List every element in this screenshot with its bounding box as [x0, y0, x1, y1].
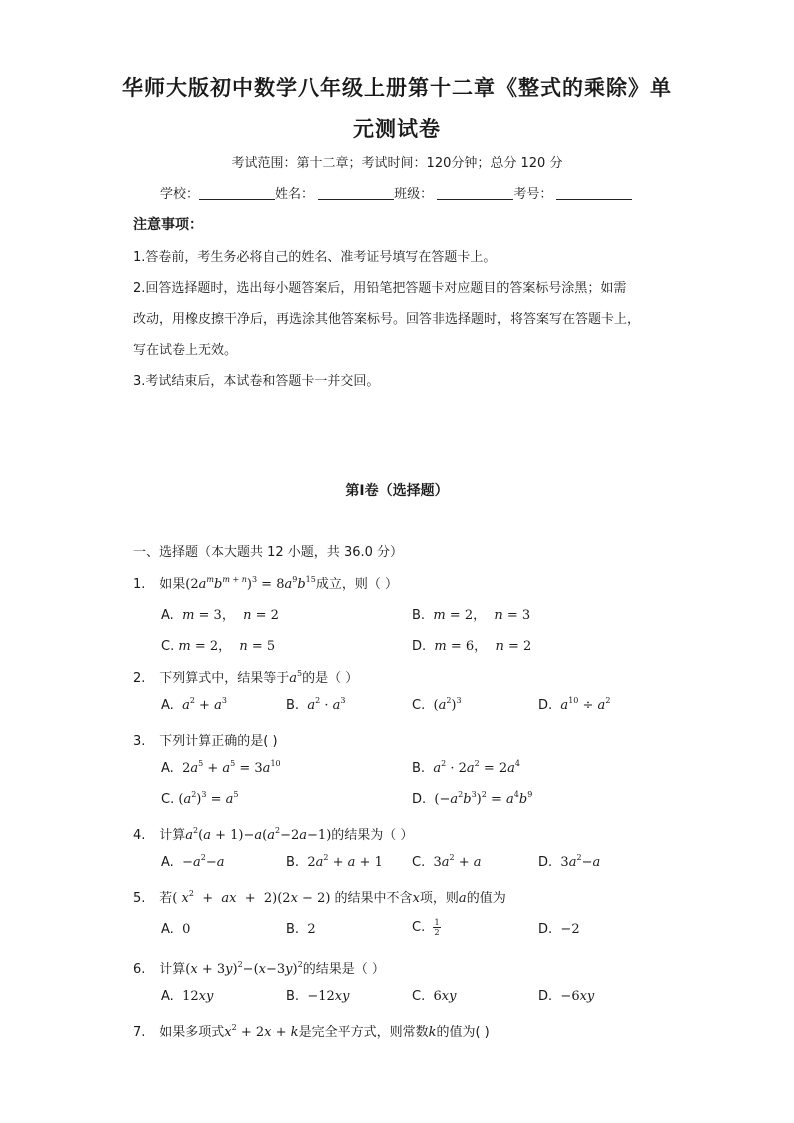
q1-number: 1. [133, 577, 146, 592]
name-blank[interactable] [318, 187, 394, 200]
q1-option-c[interactable]: C. m = 2， n = 5 [161, 639, 276, 654]
notice-item-2-end: 写在试卷上无效。 [133, 343, 238, 358]
q4-option-c[interactable]: C. $3a^2 + a$ [412, 853, 482, 870]
q6-option-c[interactable]: C. 6xy [412, 989, 457, 1004]
q1-post: 成立，则（ ） [315, 577, 398, 592]
q2-option-a[interactable]: A. $a^2 + a^3$ [161, 696, 227, 713]
part-heading: 一、选择题（本大题共 12 小题，共 36.0 分） [133, 545, 404, 560]
q3-option-a[interactable]: A. $2a^5 + a^5 = 3a^{10}$ [161, 759, 281, 776]
q5-option-d[interactable]: D. −2 [538, 922, 580, 937]
q5-option-c[interactable]: C. $\frac{1}{2}$ [412, 918, 440, 937]
q2-option-b[interactable]: B. $a^2 \cdot a^3$ [286, 696, 346, 713]
section-title: 第I卷（选择题） [345, 483, 449, 499]
page-title: 华师大版初中数学八年级上册第十二章《整式的乘除》单 [122, 75, 672, 100]
class-blank[interactable] [437, 187, 513, 200]
notice-item-2: 2.回答选择题时，选出每小题答案后，用铅笔把答题卡对应题目的答案标号涂黑；如需 [133, 281, 627, 296]
q3-option-c[interactable]: C. $(a^2)^3 = a^5$ [161, 790, 239, 807]
q1-pre: 如果 [159, 577, 186, 592]
question-1: 1. 如果$(2a^mb^{m + n})^3 = 8a^9b^{15}$成立，则（ ） [133, 575, 398, 592]
q1-option-d[interactable]: D. m = 6， n = 2 [412, 639, 532, 654]
q2-option-d[interactable]: D. $a^{10} \div a^2$ [538, 696, 611, 713]
q5-option-a[interactable]: A. 0 [161, 922, 191, 937]
class-label: 班级： [394, 187, 434, 202]
notice-heading: 注意事项： [133, 217, 203, 233]
q2-option-c[interactable]: C. $(a^2)^3$ [412, 696, 462, 713]
question-2: 2. 下列算式中，结果等于$a^5$的是（ ） [133, 669, 359, 686]
q5-option-b[interactable]: B. 2 [286, 922, 316, 937]
q1-option-a[interactable]: A. m = 3， n = 2 [161, 608, 279, 623]
name-label: 姓名： [275, 187, 315, 202]
school-label: 学校： [160, 187, 200, 202]
exam-info: 考试范围：第十二章；考试时间：120分钟；总分 120 分 [231, 156, 563, 171]
school-blank[interactable] [199, 187, 275, 200]
q1-option-b[interactable]: B. m = 2， n = 3 [412, 608, 531, 623]
q5-fraction: $\frac{1}{2}$ [434, 918, 440, 937]
notice-item-3: 3.考试结束后，本试卷和答题卡一并交回。 [133, 374, 380, 389]
q6-option-a[interactable]: A. 12xy [161, 989, 214, 1004]
q6-option-d[interactable]: D. −6xy [538, 989, 595, 1004]
q4-option-d[interactable]: D. $3a^2-a$ [538, 853, 601, 870]
q6-option-b[interactable]: B. −12xy [286, 989, 350, 1004]
question-4: 4. 计算$a^2(a + 1)-a(a^2-2a-1)$的结果为（ ） [133, 826, 414, 843]
question-3: 3. 下列计算正确的是( ) [133, 734, 278, 749]
notice-item-2-cont: 改动，用橡皮擦干净后，再选涂其他答案标号。回答非选择题时，将答案写在答题卡上， [133, 312, 641, 327]
q4-option-b[interactable]: B. $2a^2 + a + 1$ [286, 853, 383, 870]
notice-item-1: 1.答卷前，考生务必将自己的姓名、准考证号填写在答题卡上。 [133, 250, 497, 265]
q3-option-b[interactable]: B. $a^2 \cdot 2a^2 = 2a^4$ [412, 759, 521, 776]
q4-option-a[interactable]: A. $-a^2-a$ [161, 853, 225, 870]
number-label: 考号： [513, 187, 553, 202]
question-7: 7. 如果多项式$x^2 + 2x + k$是完全平方式，则常数k的值为( ) [133, 1023, 490, 1040]
q3-option-d[interactable]: D. $(-a^2b^3)^2 = a^4b^9$ [412, 790, 533, 807]
page-title-line2: 元测试卷 [353, 116, 441, 141]
question-5: 5. 若( $x^2$ + ax + 2)(2x − 2) 的结果中不含x项，则a的值为 [133, 889, 506, 906]
number-blank[interactable] [556, 187, 632, 200]
student-fields [160, 183, 632, 202]
question-6: 6. 计算$(x + 3y)^2-(x-3y)^2$的结果是（ ） [133, 960, 385, 977]
